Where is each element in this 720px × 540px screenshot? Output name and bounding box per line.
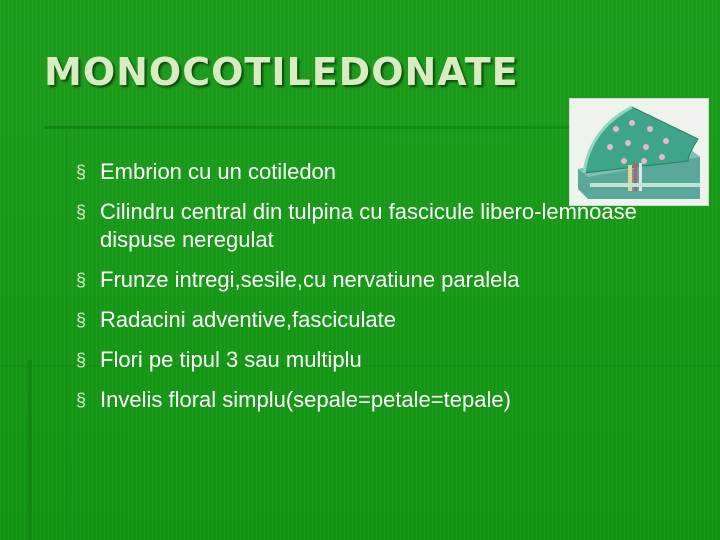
- list-item: [76, 198, 676, 254]
- list-item: [76, 158, 676, 186]
- bullet-text: Flori pe tipul 3 sau multiplu: [100, 347, 362, 372]
- list-item: [76, 346, 676, 374]
- bullet-marker: §: [76, 202, 87, 222]
- bullet-marker: §: [76, 270, 87, 290]
- decorative-bar-vertical: [28, 360, 32, 540]
- list-item: [76, 266, 676, 294]
- bullet-marker: §: [76, 350, 87, 370]
- bullet-text: Invelis floral simplu(sepale=petale=tepale): [100, 387, 511, 412]
- bullet-marker: §: [76, 390, 87, 410]
- list-item: [76, 386, 676, 414]
- bullet-text: Frunze intregi,sesile,cu nervatiune paralela: [100, 267, 520, 292]
- bullet-text: Embrion cu un cotiledon: [100, 159, 337, 184]
- bullet-list: [76, 158, 676, 426]
- decorative-line-vertical: [66, 130, 68, 540]
- bullet-marker: §: [76, 310, 87, 330]
- list-item: [76, 306, 676, 334]
- bullet-text: Cilindru central din tulpina cu fascicule libero-lemnoase dispuse neregulat: [100, 199, 637, 252]
- bullet-text: Radacini adventive,fasciculate: [100, 307, 396, 332]
- slide-title: MONOCOTILEDONATE: [44, 50, 519, 94]
- bullet-marker: §: [76, 162, 87, 182]
